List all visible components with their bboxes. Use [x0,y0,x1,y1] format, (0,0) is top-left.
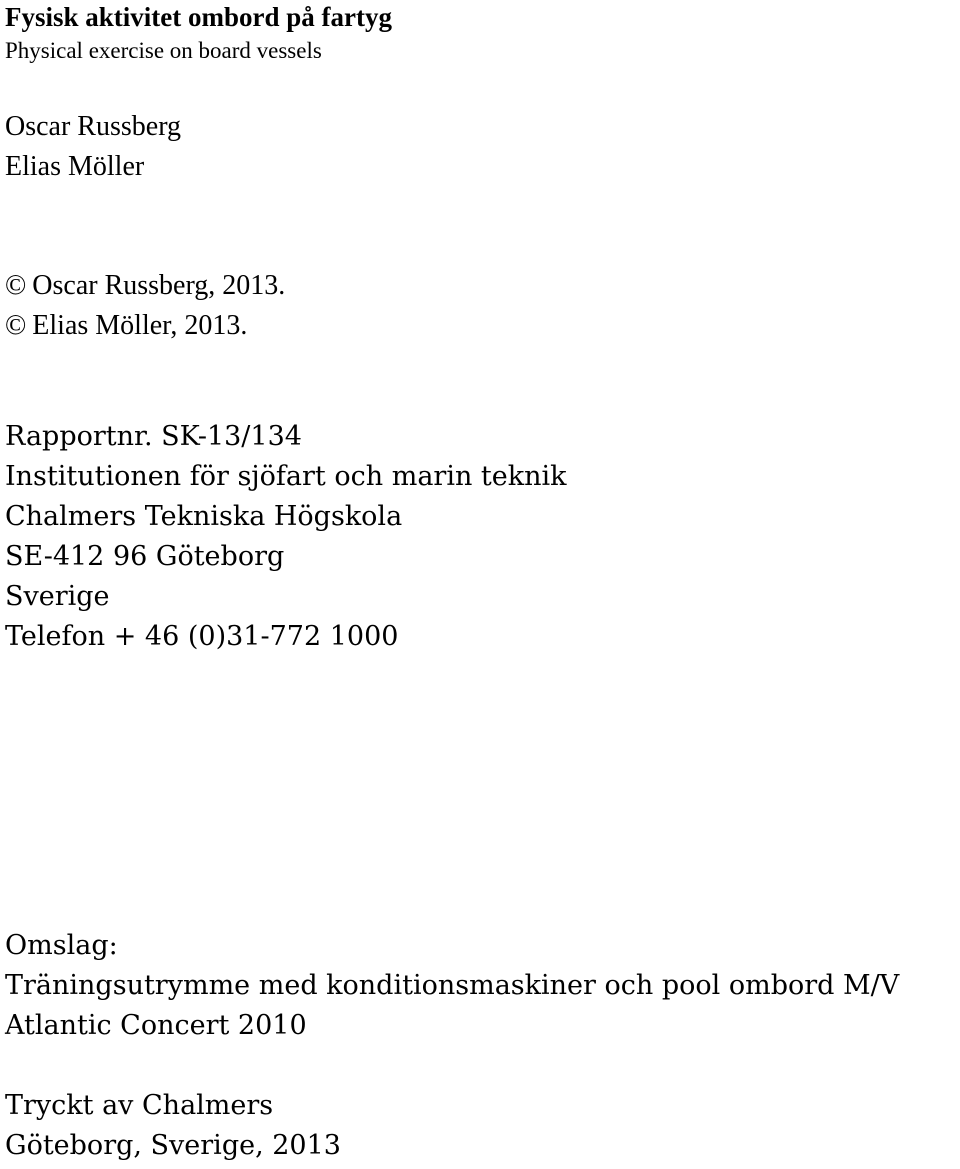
copyright-line [5,310,247,342]
author-name: Oscar Russberg [5,111,182,142]
printed-location: Göteborg, Sverige, 2013 [5,1130,341,1161]
copyright-text: Oscar Russberg, 2013. [32,270,286,301]
copyright-text: Elias Möller, 2013. [32,310,248,341]
institution-name: Institutionen för sjöfart och marin teknik [5,461,567,492]
cover-label: Omslag: [5,930,118,961]
copyright-icon: © [5,310,27,341]
printed-by: Tryckt av Chalmers [5,1090,274,1121]
country-name: Sverige [5,581,110,612]
document-subtitle: Physical exercise on board vessels [5,38,322,63]
copyright-icon: © [5,270,27,301]
report-number: Rapportnr. SK-13/134 [5,421,302,452]
cover-description: Atlantic Concert 2010 [5,1010,307,1041]
postal-address: SE-412 96 Göteborg [5,541,285,572]
copyright-line [5,270,285,302]
cover-description: Träningsutrymme med konditionsmaskiner och pool ombord M/V [5,970,900,1001]
document-title: Fysisk aktivitet ombord på fartyg [5,2,392,32]
phone-number: Telefon + 46 (0)31-772 1000 [5,621,399,652]
university-name: Chalmers Tekniska Högskola [5,501,403,532]
author-name: Elias Möller [5,151,145,182]
